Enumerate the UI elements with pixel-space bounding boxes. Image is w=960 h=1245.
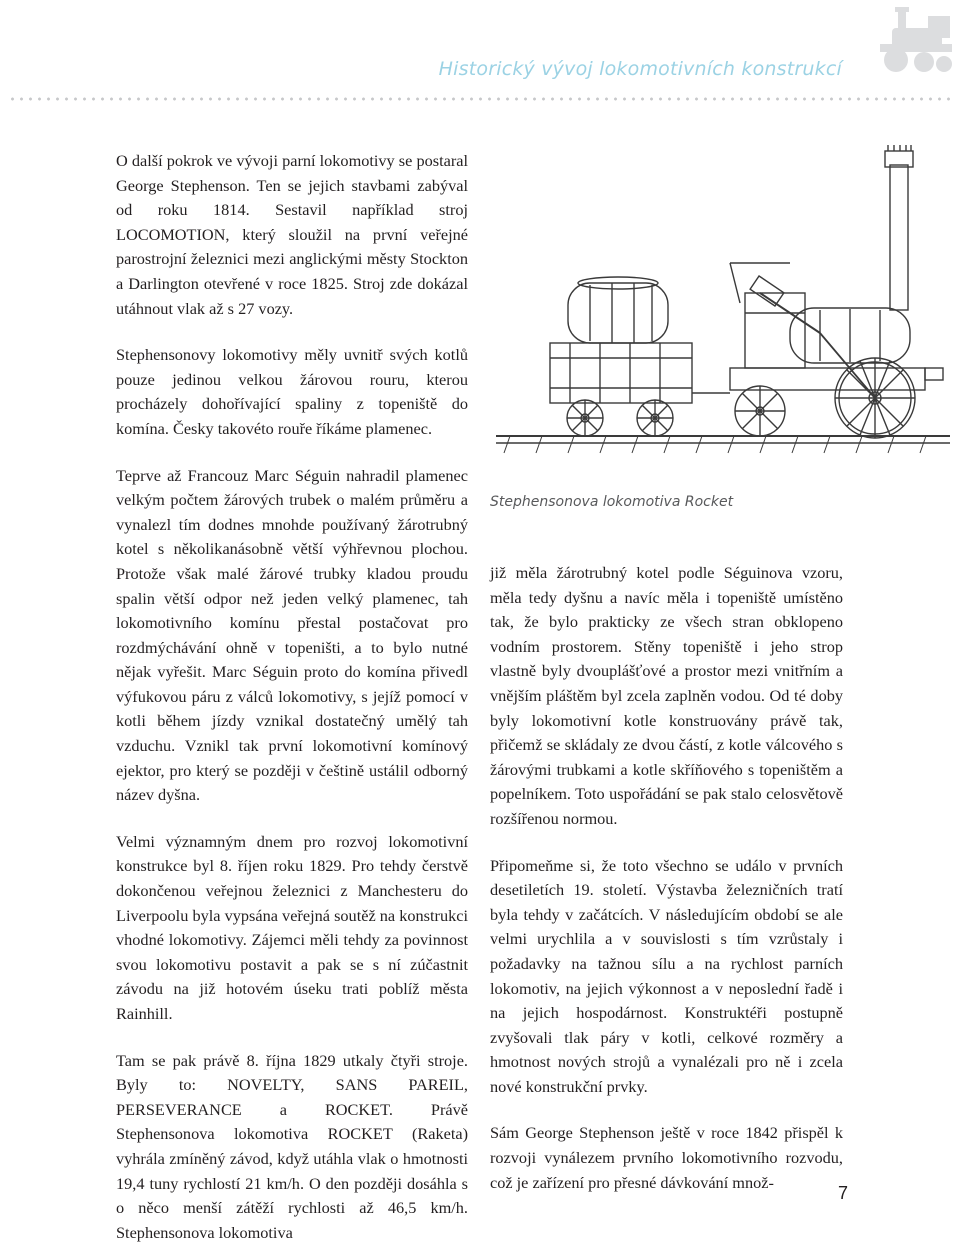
- locomotive-logo-icon: [876, 4, 956, 76]
- figure-caption: Stephensonova lokomotiva Rocket: [490, 494, 734, 510]
- header-dotted-rule: [8, 97, 952, 101]
- running-header-title: Historický vývoj lokomotivních konstrukcí: [438, 58, 842, 80]
- paragraph-stephenson-1842: Sám George Stephenson ještě v roce 1842 přispěl k rozvoji vynálezem prvního lokomotivního rozvodu, což je zařízení pro přesné dávkování množ-: [490, 1123, 843, 1192]
- paragraph-seguin: Teprve až Francouz Marc Séguin nahradil plamenec velkým počtem žárových trubek o malém průměru a vynalezl tím dodnes mnohde používaný žárotrubný kotel s několikanásobně větší výhřevnou plochou. Protože však malé žárové trubky kladou proudu spalin větší odpor než jeden velký plamenec, tah lokomotivního komínu přestal postačovat pro rozdmýchávání ohně v topeništi, a to bylo nutné nějak vyřešit. Marc Séguin proto do komína přivedl výfukovou páru z válců lokomotivy, s jejíž pomocí v kotli během jízdy vznikal dostatečný umělý tah vzduchu. Vznikl tak první lokomotivní komínový ejektor, pro který se později v češtině ustálil odborný název dyšna.: [116, 465, 468, 805]
- paragraph-rainhill: Velmi významným dnem pro rozvoj lokomotivní konstrukce byl 8. říjen roku 1829. Pro tehdy čerstvě dokončenou veřejnou železnici z Manchesteru do Liverpoolu byla vypsána veřejná soutěž na konstrukci vhodné lokomotivy. Zájemci měli tehdy za povinnost svou lokomotivu postavit a pak se s ní zúčastnit závodu na již hotovém úseku trati poblíž města Rainhill.: [116, 831, 468, 1023]
- paragraph-plamenec: Stephensonovy lokomotivy měly uvnitř svých kotlů pouze jedinou velkou žárovou rouru, kterou procházely dohořívající spaliny z topeniště do komína. Česky takovéto rouře říkáme plamenec.: [116, 345, 468, 438]
- page-number: 7: [838, 1183, 849, 1203]
- left-text-column: [116, 149, 468, 1245]
- rocket-locomotive-illustration: [490, 143, 953, 475]
- paragraph-rocket-boiler: již měla žárotrubný kotel podle Séguinova vzoru, měla tedy dyšnu a navíc měla i topeniště umístěno tak, že bylo prakticky ze všech stran obklopeno vodním prostorem. Stěny topeniště i jeho strop vlastně byly dvouplášťové a prostor mezi vnitřním a vnějším pláštěm byl zcela zaplněn vodou. Od té doby byly lokomotivní kotle konstruovány právě tak, přičemž se skládaly ze dvou částí, z kotle válcového s žárovými trubkami a kotle skříňového s topeništěm a popelníkem. Toto uspořádání se pak stalo celosvětově rozšířenou normou.: [490, 563, 843, 828]
- right-text-column: [490, 561, 843, 1195]
- paragraph-19th-century: Připomeňme si, že toto všechno se událo v prvních desetiletích 19. století. Výstavba železničních tratí byla tehdy v začátcích. V následujícím období se ale velmi urychlila a v souvislosti s tím vzrůstaly i požadavky na tažnou sílu a na rychlost parních lokomotiv, na jejich výkonnost a v neposlední řadě i na jejich hospodárnost. Konstruktéři postupně zvyšovali tlak páry v kotli, celkové rozměry a hmotnost nových strojů a vynalézali pro ně i zcela nové konstrukční prvky.: [490, 855, 843, 1096]
- paragraph-locomotion: O další pokrok ve vývoji parní lokomotivy se postaral George Stephenson. Ten se jejich stavbami zabýval od roku 1814. Sestavil například stroj LOCOMOTION, který sloužil na první veřejné parostrojní železnici mezi anglickými městy Stockton a Darlington otevřené v roce 1825. Stroj zde dokázal utáhnout vlak až s 27 vozy.: [116, 151, 468, 318]
- paragraph-race: Tam se pak právě 8. října 1829 utkaly čtyři stroje. Byly to: NOVELTY, SANS PAREIL, PERSEVERANCE a ROCKET. Právě Stephensonova lokomotiva ROCKET (Raketa) vyhrála zmíněný závod, když utáhla vlak o hmotnosti 19,4 tuny rychlostí 21 km/h. O den později dosáhla s o něco menší zátěží rychlosti až 46,5 km/h. Stephensonova lokomotiva: [116, 1050, 468, 1242]
